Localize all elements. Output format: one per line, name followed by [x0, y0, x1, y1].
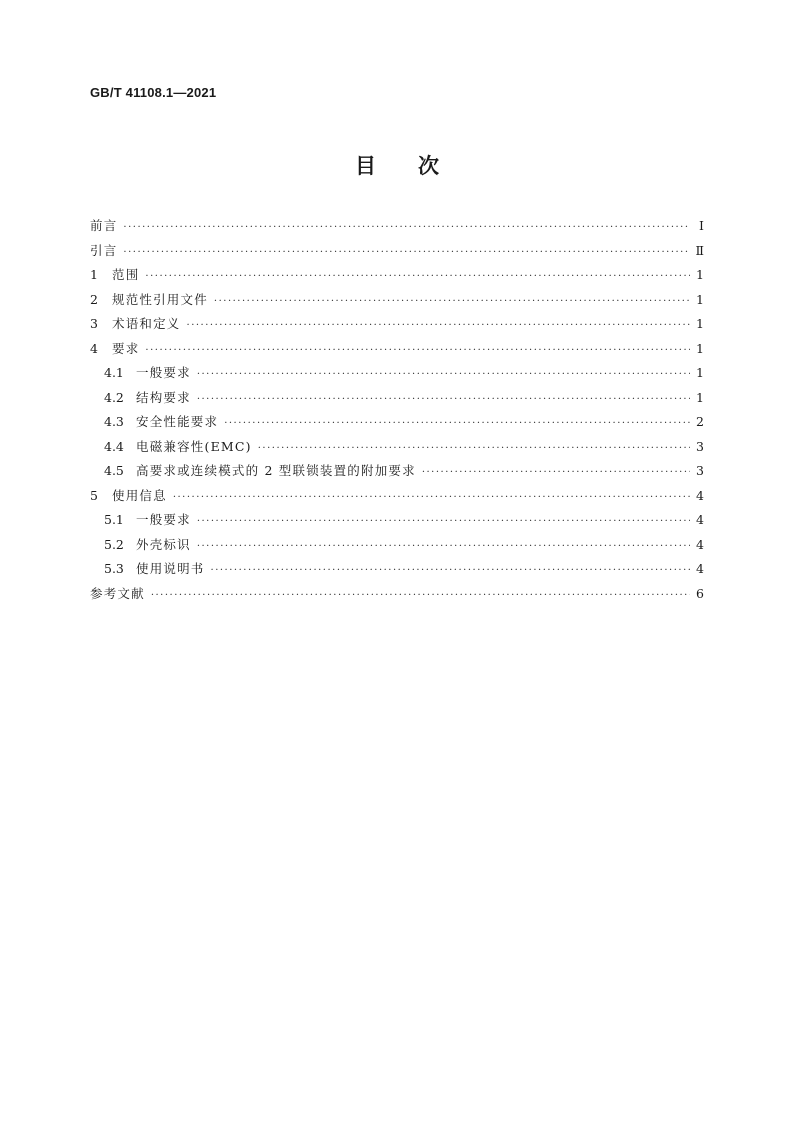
toc-entry-page: 3 [696, 438, 704, 454]
toc-entry[interactable] [90, 263, 704, 288]
toc-entry[interactable] [90, 508, 704, 533]
toc-entry-label: 要求 [112, 340, 140, 356]
toc-entry-page: 1 [696, 389, 704, 405]
toc-leader-dots [211, 559, 690, 584]
toc-leader-dots [187, 314, 690, 339]
toc-entry-number: 3 [90, 316, 98, 331]
toc-entry-number: 4.3 [104, 414, 124, 429]
toc-entry-number: 4 [90, 340, 98, 356]
toc-leader-dots [123, 241, 689, 266]
toc-entry-label: 一般要求 [136, 512, 191, 527]
toc-entry-page: 1 [696, 365, 704, 380]
toc-leader-dots [197, 363, 690, 388]
toc-entry-label: 结构要求 [136, 389, 191, 405]
toc-leader-dots [224, 412, 690, 437]
toc-entry[interactable] [90, 582, 704, 607]
toc-entry-number: 1 [90, 267, 98, 282]
toc-entry-page: 6 [696, 585, 704, 601]
toc-leader-dots [151, 584, 690, 609]
toc-leader-dots [145, 265, 690, 290]
toc-entry-page: 1 [696, 340, 704, 356]
toc-entry-label: 使用信息 [112, 487, 167, 503]
toc-entry-page: 4 [696, 512, 704, 527]
toc-entry-label: 参考文献 [90, 585, 145, 601]
toc-leader-dots [214, 290, 690, 315]
toc-entry-number: 4.1 [104, 365, 124, 380]
toc-entry-page: 4 [696, 561, 704, 576]
toc-leader-dots [173, 486, 690, 511]
toc-entry-label: 范围 [112, 267, 140, 282]
toc-entry-page: 1 [696, 291, 704, 307]
toc-entry-page: Ⅱ [695, 242, 704, 258]
toc-entry-page: 4 [696, 487, 704, 503]
toc-leader-dots [258, 437, 690, 462]
toc-entry-page: 3 [696, 463, 704, 478]
toc-entry[interactable] [90, 239, 704, 264]
toc-entry-label: 电磁兼容性(EMC) [136, 438, 252, 454]
toc-entry-number: 4.5 [104, 463, 124, 478]
page-title-part1: 目 [355, 154, 376, 178]
toc-entry-number: 5.3 [104, 561, 124, 576]
toc-entry-number: 5.1 [104, 512, 124, 527]
toc-entry[interactable] [90, 557, 704, 582]
toc-entry[interactable] [90, 386, 704, 411]
toc-leader-dots [145, 339, 690, 364]
toc-entry-number: 4.4 [104, 438, 124, 454]
toc-entry-number: 5.2 [104, 536, 124, 552]
toc-entry[interactable] [90, 533, 704, 558]
toc-entry-label: 外壳标识 [136, 536, 191, 552]
toc-entry-page: 4 [696, 536, 704, 552]
toc-entry-page: Ⅰ [699, 218, 704, 233]
toc-entry[interactable] [90, 484, 704, 509]
toc-entry-page: 2 [696, 414, 704, 429]
toc-entry[interactable] [90, 361, 704, 386]
page-title [0, 150, 794, 180]
toc-entry-label: 高要求或连续模式的 2 型联锁装置的附加要求 [136, 463, 416, 478]
toc-entry-label: 规范性引用文件 [112, 291, 208, 307]
toc-entry[interactable] [90, 214, 704, 239]
toc-entry-label: 一般要求 [136, 365, 191, 380]
toc-entry-page: 1 [696, 267, 704, 282]
toc-entry[interactable] [90, 312, 704, 337]
standard-code: GB/T 41108.1—2021 [90, 85, 217, 100]
table-of-contents [90, 214, 704, 606]
toc-leader-dots [197, 388, 690, 413]
toc-entry[interactable] [90, 410, 704, 435]
page-title-part2: 次 [418, 154, 439, 178]
toc-leader-dots [123, 216, 690, 241]
toc-entry-label: 引言 [90, 242, 118, 258]
toc-entry-label: 术语和定义 [112, 316, 181, 331]
toc-entry[interactable] [90, 459, 704, 484]
toc-entry[interactable] [90, 337, 704, 362]
toc-entry-page: 1 [696, 316, 704, 331]
toc-leader-dots [197, 510, 690, 535]
toc-entry-number: 5 [90, 487, 98, 503]
toc-entry[interactable] [90, 288, 704, 313]
toc-leader-dots [422, 461, 690, 486]
toc-entry-number: 4.2 [104, 389, 124, 405]
toc-entry-label: 前言 [90, 218, 118, 233]
toc-leader-dots [197, 535, 690, 560]
toc-entry[interactable] [90, 435, 704, 460]
toc-entry-label: 使用说明书 [136, 561, 205, 576]
toc-entry-label: 安全性能要求 [136, 414, 219, 429]
toc-entry-number: 2 [90, 291, 98, 307]
